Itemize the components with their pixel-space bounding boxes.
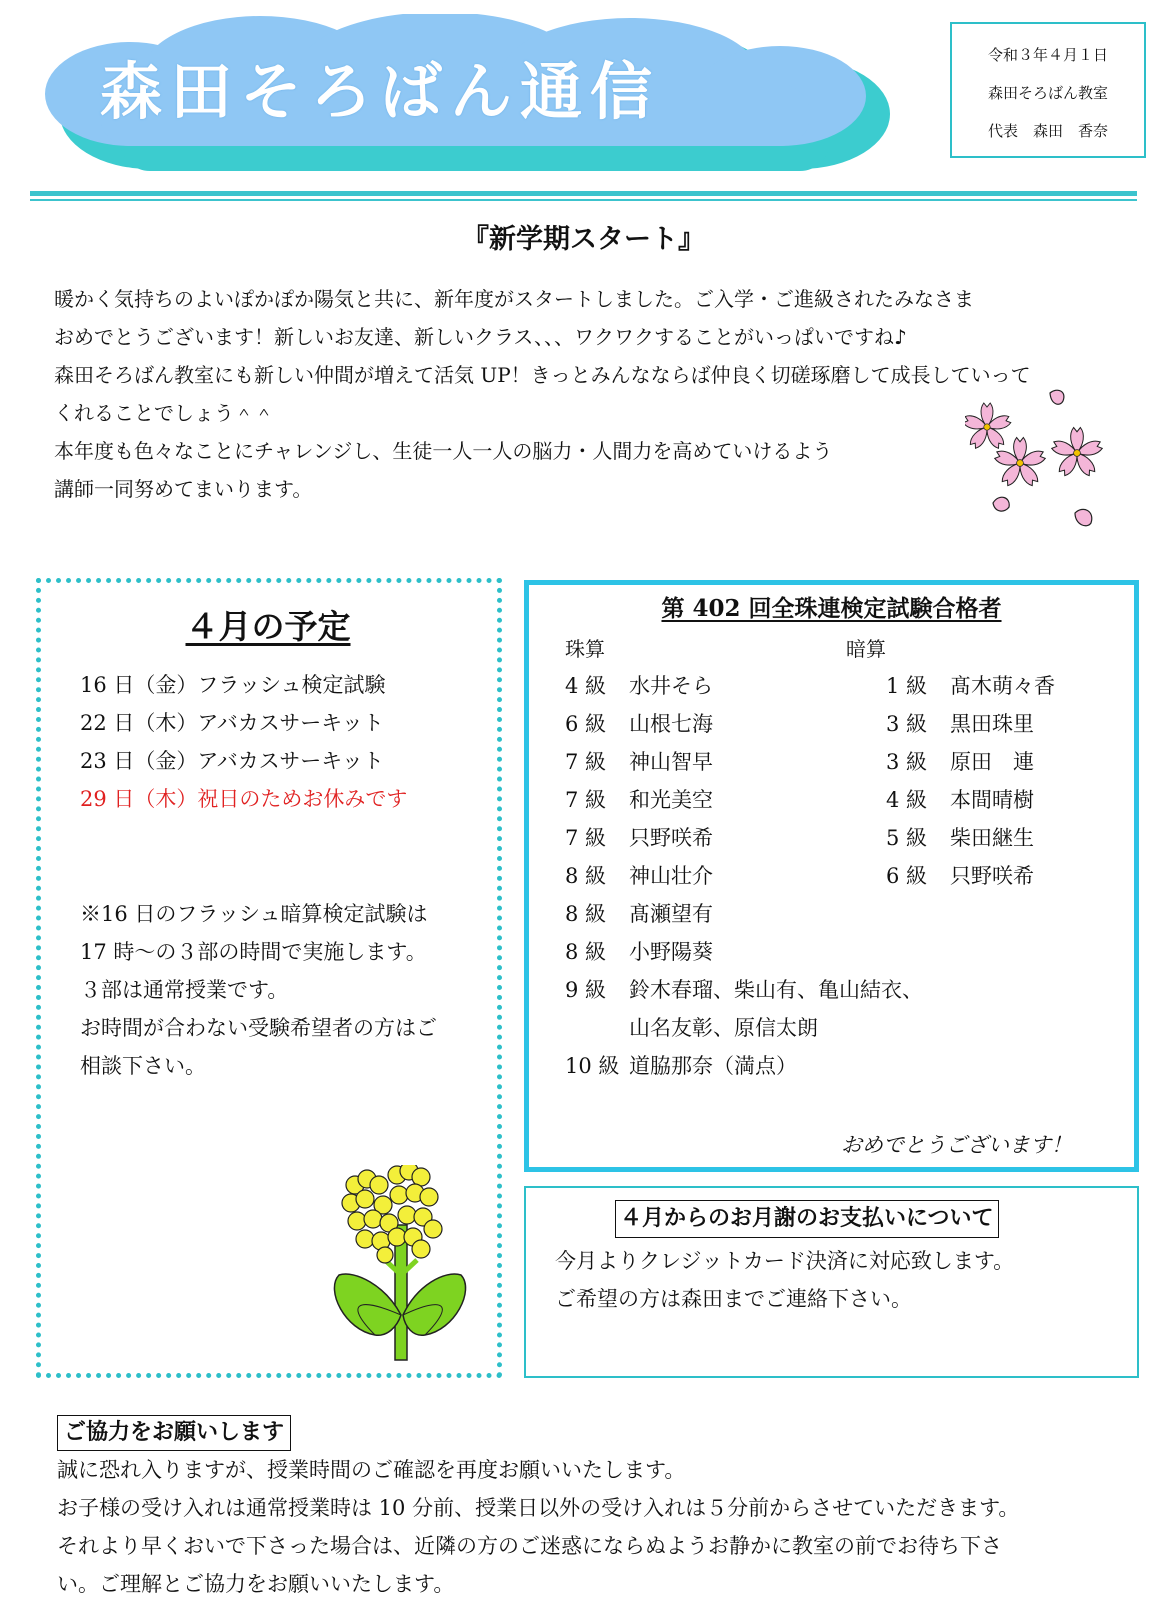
request-title: ご協力をお願いします (57, 1415, 291, 1451)
school-name: 森田そろばん教室 (987, 84, 1108, 102)
intro-heading: 『新学期スタート』 (462, 224, 705, 255)
grade: 8 級 (565, 864, 607, 888)
exam-title-text: 第 402 回全珠連検定試験合格者 (661, 595, 1002, 622)
payment-line: ご希望の方は森田までご連絡下さい。 (555, 1287, 912, 1311)
passer-names: 神山智早 (629, 750, 713, 774)
grade: 8 級 (565, 902, 607, 926)
request-line: それより早くおいで下さった場合は、近隣の方のご迷惑にならぬようお静かに教室の前でお待ち下さ (57, 1534, 1002, 1558)
result-row (565, 971, 945, 1009)
request-line: お子様の受け入れは通常授業時は 10 分前、授業日以外の受け入れは５分前からさせていただきます。 (57, 1496, 1020, 1520)
schedule-item: 23 日（金）アバカスサーキット (80, 749, 384, 773)
header-rule (30, 191, 1137, 196)
passer-names: 小野陽葵 (629, 940, 713, 964)
grade: 4 級 (886, 788, 928, 812)
result-row (886, 705, 1126, 743)
passer-names: 黒田珠里 (950, 712, 1034, 736)
request-text (57, 1451, 1142, 1603)
exam-congrats: おめでとうございます！ (841, 1133, 1072, 1157)
schedule-item: 16 日（金）フラッシュ検定試験 (80, 673, 386, 697)
payment-line: 今月よりクレジットカード決済に対応致します。 (555, 1249, 1015, 1273)
schedule-title-text: ４月の予定 (185, 607, 351, 646)
passer-names: 和光美空 (629, 788, 713, 812)
payment-title: ４月からのお月謝のお支払いについて (615, 1200, 999, 1238)
passer-names: 山根七海 (629, 712, 713, 736)
nanohana-illustration (325, 1165, 475, 1365)
passer-names: 柴田継生 (950, 826, 1034, 850)
exam-title (524, 592, 1139, 626)
note-line: ※16 日のフラッシュ暗算検定試験は (80, 902, 428, 926)
grade: 3 級 (886, 712, 928, 736)
grade: 4 級 (565, 674, 607, 698)
issue-date: 令和３年４月１日 (987, 46, 1108, 64)
sakura-illustration (965, 385, 1135, 545)
passer-names: 原田 連 (950, 750, 1034, 774)
grade: 10 級 (565, 1054, 620, 1078)
passer-names: 水井そら (629, 674, 713, 698)
result-row (565, 1009, 945, 1047)
result-row (886, 743, 1126, 781)
intro-line: 本年度も色々なことにチャレンジし、生徒一人一人の脳力・人間力を高めていけるよう (54, 439, 833, 463)
intro-line: おめでとうございます！新しいお友達、新しいクラス、、、ワクワクすることがいっぱいですね♪ (54, 325, 907, 349)
schedule-note (80, 895, 490, 1085)
passer-names: 道脇那奈（満点） (629, 1054, 797, 1078)
request-line: 誠に恐れ入りますが、授業時間のご確認を再度お願いいたします。 (57, 1458, 686, 1482)
intro-line: 暖かく気持ちのよいぽかぽか陽気と共に、新年度がスタートしました。ご入学・ご進級されたみなさま (54, 287, 974, 311)
grade: 7 級 (565, 826, 607, 850)
grade: 6 級 (565, 712, 607, 736)
passer-names: 本間晴樹 (950, 788, 1034, 812)
representative: 代表 森田 香奈 (987, 122, 1108, 140)
payment-text (555, 1242, 1115, 1318)
schedule-list (80, 666, 490, 818)
grade: 7 級 (565, 788, 607, 812)
issue-info-box (950, 22, 1146, 158)
abacus-column-header: 珠算 (565, 637, 605, 661)
grade: 3 級 (886, 750, 928, 774)
result-row (886, 667, 1126, 705)
passer-names: 髙木萌々香 (950, 674, 1055, 698)
mental-column-header: 暗算 (846, 637, 886, 661)
result-row (886, 819, 1126, 857)
newsletter-title: 森田そろばん通信 (100, 55, 661, 128)
note-line: 17 時～の３部の時間で実施します。 (80, 940, 427, 964)
intro-line: くれることでしょう＾＾ (54, 401, 274, 425)
note-line: ３部は通常授業です。 (80, 978, 289, 1002)
mental-results (886, 667, 1126, 895)
intro-line: 講師一同努めてまいります。 (54, 477, 313, 501)
intro-line: 森田そろばん教室にも新しい仲間が増えて活気 UP！きっとみんなならば仲良く切磋琢磨して成長していって (54, 363, 1031, 387)
result-row (886, 857, 1126, 895)
schedule-item: 22 日（木）アバカスサーキット (80, 711, 384, 735)
passer-names: 只野咲希 (629, 826, 713, 850)
request-line: い。ご理解とご協力をお願いいたします。 (57, 1572, 455, 1596)
result-row (886, 781, 1126, 819)
passer-names: 神山壮介 (629, 864, 713, 888)
passer-names: 山名友彰、原信太朗 (629, 1016, 818, 1040)
grade: 9 級 (565, 978, 607, 1002)
schedule-title (40, 603, 496, 651)
note-line: お時間が合わない受験希望者の方はご (80, 1016, 437, 1040)
result-row (565, 933, 945, 971)
passer-names: 鈴木春瑠、柴山有、亀山結衣、 (629, 978, 923, 1002)
note-line: 相談下さい。 (80, 1054, 206, 1078)
schedule-item-holiday: 29 日（木）祝日のためお休みです (80, 787, 408, 811)
header-rule-thin (30, 199, 1137, 201)
grade: 8 級 (565, 940, 607, 964)
passer-names: 髙瀬望有 (629, 902, 713, 926)
result-row (565, 895, 945, 933)
grade: 7 級 (565, 750, 607, 774)
grade: 1 級 (886, 674, 928, 698)
passer-names: 只野咲希 (950, 864, 1034, 888)
grade: 5 級 (886, 826, 928, 850)
grade: 6 級 (886, 864, 928, 888)
result-row (565, 1047, 945, 1085)
